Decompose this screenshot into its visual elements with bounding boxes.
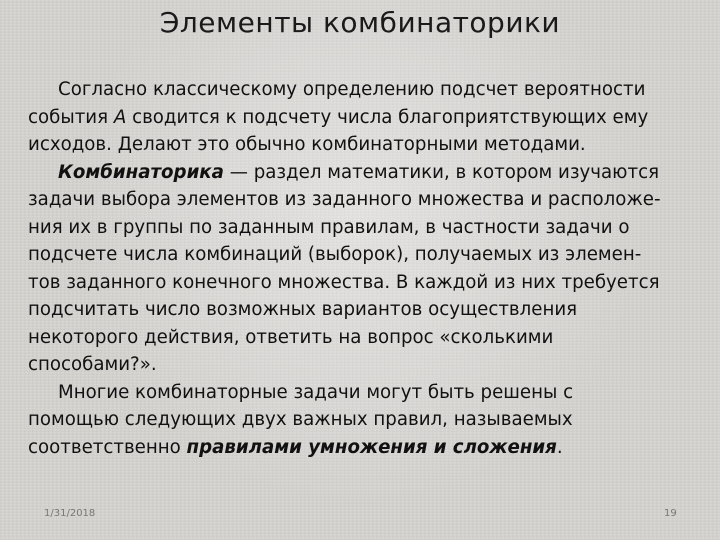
text-line: Многие комбинаторные задачи могут быть решены с: [58, 381, 574, 403]
text-line: подсчитать число возможных вариантов осуществления: [28, 299, 578, 320]
term-combinatorics: Комбинаторика: [58, 161, 224, 183]
event-symbol: A: [113, 106, 127, 128]
text-line: сводится к подсчету числа благоприятствующих ему: [126, 106, 649, 128]
text-line: подсчете числа комбинаций (выборок), получаемых из элемен-: [28, 244, 642, 265]
term-rules: правилами умножения и сложения: [186, 436, 557, 458]
text-line: ния их в группы по заданным правилам, в частности задачи о: [28, 216, 630, 238]
paragraph-3: [28, 379, 700, 462]
footer-date: 1/31/2018: [44, 508, 96, 519]
text-line: способами?».: [28, 354, 157, 375]
paragraph-2: [28, 159, 700, 379]
slide-title: Элементы комбинаторики: [159, 6, 561, 39]
text-line: соответственно: [28, 436, 187, 458]
text-line: некоторого действия, ответить на вопрос «сколькими: [28, 326, 554, 348]
text-line: Согласно классическому определению подсчет вероятности: [58, 79, 646, 100]
page-number: 19: [664, 508, 677, 519]
text-line: исходов. Делают это обычно комбинаторными методами.: [28, 134, 586, 155]
text-line: задачи выбора элементов из заданного множества и расположе-: [28, 189, 661, 210]
text-line: тов заданного конечного множества. В каждой из них требуется: [28, 271, 660, 293]
paragraph-1: [28, 76, 700, 159]
text-line: .: [556, 436, 563, 458]
text-line: помощью следующих двух важных правил, называемых: [28, 409, 573, 430]
text-line: — раздел математики, в котором изучаются: [223, 161, 660, 183]
text-line: события: [28, 106, 114, 128]
slide-body: [28, 76, 700, 461]
